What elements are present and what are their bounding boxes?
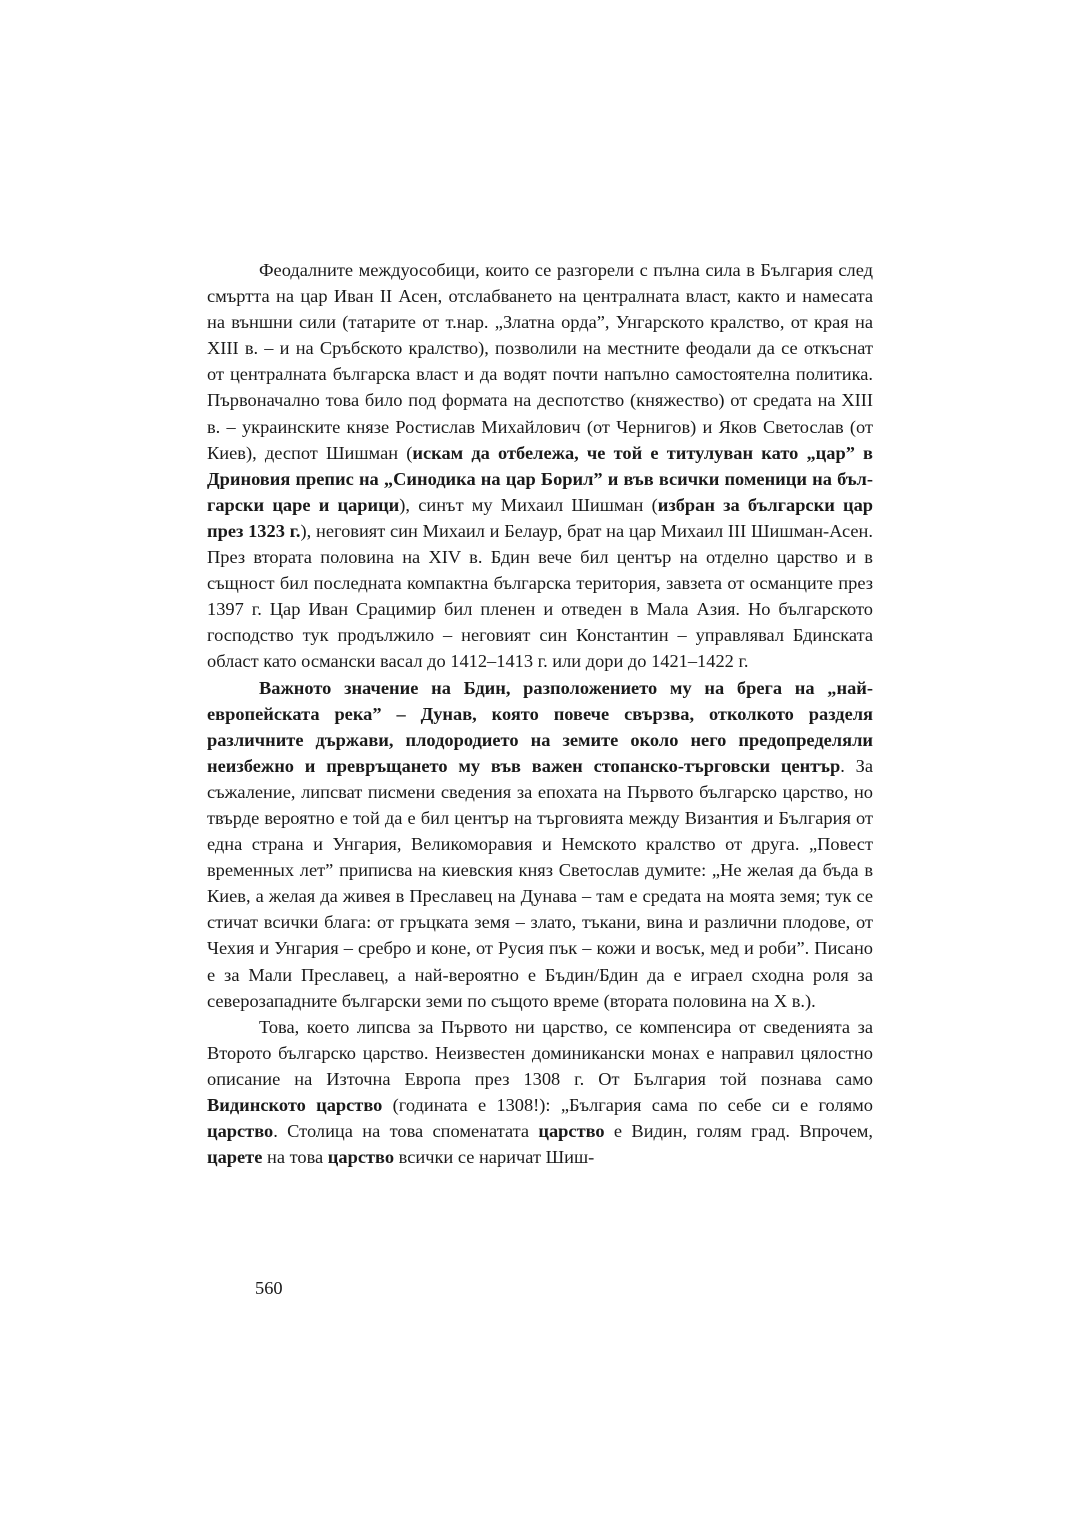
text-run: Феодалните междуособици, които се разгорели с пълна сила в България след смъртта на цар Иван II Асен, отслабването на централната власт, както и намесата на външни сили (татарите от т.нар. „Златна орда”, Унгарското кралство, от края на XIII в. – и на Сръбското кралство), позволили на местните феодали да се откъснат от централната българска власт и да водят почти напълно самостоятелна политика. Първоначално това било под формата на деспотство (княжество) от средата на XIII в. – украинските князе Ростислав Михайлович (от Чернигов) и Яков Светослав (от Киев), деспот Шишман ( <box>207 260 873 463</box>
text-run: е Видин, голям град. Впрочем, <box>604 1121 873 1142</box>
bold-text-run: Важното значение на Бдин, разположението му на брега на „най-европейската река” – Дунав, която повече свързва, отколкото разделя различните държави, плодородието на земите около него предопределяли неизбежно и превръщането му във важен стопанско-търговски център <box>207 677 873 776</box>
bold-text-run: царство <box>327 1147 395 1168</box>
text-run: (годината е 1308!): „България сама по себе си е голямо <box>382 1095 873 1115</box>
bold-text-run: Видинското царство <box>207 1095 383 1115</box>
text-run: ), синът му Михаил Шишман ( <box>399 494 658 515</box>
text-run: . Столица на това споменатата <box>273 1121 539 1142</box>
body-text <box>207 257 873 1170</box>
paragraph <box>207 257 873 675</box>
text-run: на това <box>262 1147 328 1168</box>
text-run: . За съжаление, липсват писмени сведения за епохата на Първото българско царство, но твърде вероятно е той да е бил център на търговията между Византия и България от една страна и Унгария, Великоморавия и Немското кралство от друга. „Повест временных лет” приписва на киевския княз Светослав думите: „Не желая да бъда в Киев, а желая да живея в Преславец на Дунава – там е средата на моята земя; тук се стичат всички блага: от гръцката земя – злато, тъкани, вина и различни плодове, от Чехия и Унгария – сребро и коне, от Русия пък – кожи и восък, мед и роби”. Писано е за Мали Преславец, а най-вероятно е Бъдин/Бдин да е играел сходна роля за северозападните български земи по същото време (втората половина на X в.). <box>207 755 873 1011</box>
bold-text-run: избран за български цар през 1323 г. <box>207 494 873 541</box>
bold-text-run: царете <box>207 1147 263 1168</box>
text-run: ), неговият син Михаил и Белаур, брат на цар Михаил III Шишман-Асен. През втората половина на XIV в. Бдин вече бил център на отделно царство и в същност бил последната компактна българска територия, завзета от османците през 1397 г. Цар Иван Срацимир бил пленен и отведен в Мала Азия. Но българското господство тук продължило – неговият син Константин – управлявал Бдинската област като османски васал до 1412–1413 г. или дори до 1421–1422 г. <box>207 520 873 672</box>
text-run: Това, което липсва за Първото ни царство, се компенсира от сведенията за Второто българско царство. Неизвестен доминикански монах е направил цялостно описание на Източна Европа през 1308 г. От България той познава само <box>207 1016 873 1089</box>
page-number: 560 <box>255 1278 283 1298</box>
bold-text-run: царство <box>538 1121 605 1142</box>
text-run: всички се наричат Шиш- <box>394 1147 595 1168</box>
paragraph <box>207 1014 873 1171</box>
paragraph <box>207 675 873 1014</box>
bold-text-run: царство <box>207 1121 274 1142</box>
bold-text-run: искам да отбележа, че той е титулуван като „цар” в Дриновия препис на „Синодика на цар Борил” и във всички поменици на български царе и царици <box>207 442 873 515</box>
